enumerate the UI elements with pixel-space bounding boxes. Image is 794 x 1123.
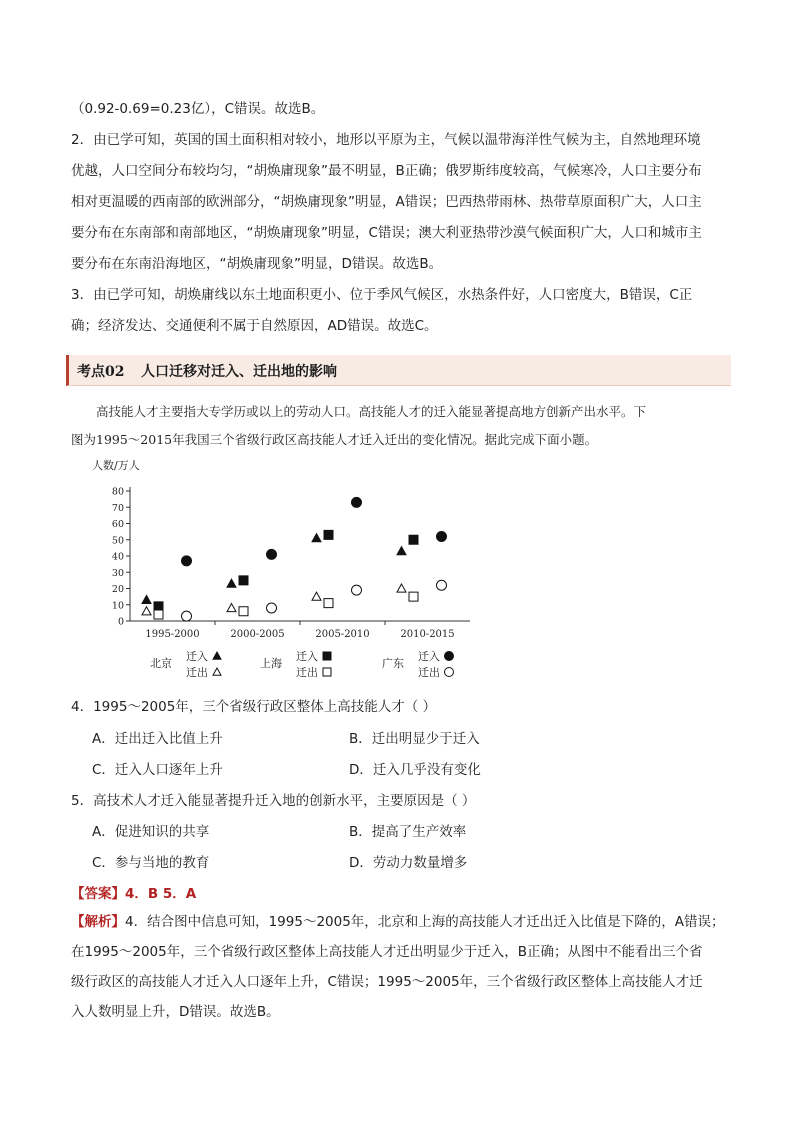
explanation-line: 优越，人口空间分布较均匀，“胡焕庸现象”最不明显，B正确；俄罗斯纬度较高，气候寒冷，人口主要分布 bbox=[71, 163, 702, 179]
explanation-line: 要分布在东南部和南部地区，“胡焕庸现象”明显，C错误；澳大利亚热带沙漠气候面积广大，人口和城市主 bbox=[71, 225, 702, 241]
legend-in-marker bbox=[213, 652, 221, 659]
data-point bbox=[312, 592, 321, 600]
section-title: 人口迁移对迁入、迁出地的影响 bbox=[141, 364, 337, 380]
data-point bbox=[239, 576, 248, 585]
data-point bbox=[227, 579, 236, 587]
legend-in-marker bbox=[445, 652, 454, 661]
answer-row bbox=[71, 882, 196, 902]
legend-out-marker bbox=[213, 668, 221, 675]
y-tick-label: 10 bbox=[111, 600, 124, 612]
legend-in-label: 迁入 bbox=[296, 650, 318, 663]
legend-in-label: 迁入 bbox=[418, 650, 440, 663]
explanation-line: 3．由已学可知，胡焕庸线以东土地面积更小、位于季风气候区，水热条件好，人口密度大，B错误，C正 bbox=[71, 287, 693, 303]
explanation-line: 相对更温暖的西南部的欧洲部分，“胡焕庸现象”明显，A错误；巴西热带雨林、热带草原面积广大，人口主 bbox=[71, 194, 702, 210]
explanation-line: 要分布在东南沿海地区，“胡焕庸现象”明显，D错误。故选B。 bbox=[71, 256, 443, 272]
y-tick-label: 0 bbox=[117, 616, 124, 628]
answer-text: 4．B 5．A bbox=[125, 886, 197, 902]
data-point bbox=[267, 603, 277, 613]
q5-option-a[interactable]: A．促进知识的共享 bbox=[92, 824, 210, 840]
question-4-stem: 4．1995～2005年，三个省级行政区整体上高技能人才（ ） bbox=[71, 699, 437, 715]
data-point bbox=[397, 584, 406, 592]
data-point bbox=[227, 604, 236, 612]
y-tick-label: 70 bbox=[111, 502, 124, 514]
q5-option-d[interactable]: D．劳动力数量增多 bbox=[349, 855, 468, 871]
explanation-line: 确；经济发达、交通便利不属于自然原因，AD错误。故选C。 bbox=[71, 318, 438, 334]
answer-label: 【答案】 bbox=[71, 886, 125, 902]
data-point bbox=[267, 549, 277, 559]
intro-line: 高技能人才主要指大专学历或以上的劳动人口。高技能人才的迁入能显著提高地方创新产出水平。下 bbox=[96, 404, 647, 419]
legend-out-label: 迁出 bbox=[418, 666, 440, 679]
y-tick-label: 80 bbox=[111, 486, 124, 498]
data-point bbox=[312, 534, 321, 542]
data-point bbox=[437, 532, 447, 542]
analysis-line: 级行政区的高技能人才迁入人口逐年上升，C错误；1995～2005年，三个省级行政区整体上高技能人才迁 bbox=[71, 974, 703, 990]
data-point bbox=[352, 497, 362, 507]
y-axis-label: 人数/万人 bbox=[92, 459, 140, 472]
q4-option-c[interactable]: C．迁入人口逐年上升 bbox=[92, 762, 223, 778]
analysis-line: 入人数明显上升，D错误。故选B。 bbox=[71, 1004, 280, 1020]
x-tick-label: 2010-2015 bbox=[400, 629, 455, 640]
data-point bbox=[352, 585, 362, 595]
x-tick-label: 2000-2005 bbox=[230, 629, 285, 640]
analysis-line-1 bbox=[71, 907, 731, 937]
legend-region-label: 广东 bbox=[382, 657, 404, 670]
data-point bbox=[182, 556, 192, 566]
y-tick-label: 30 bbox=[111, 567, 124, 579]
legend-out-marker bbox=[323, 668, 331, 676]
data-point bbox=[409, 592, 418, 601]
data-point bbox=[437, 580, 447, 590]
migration-scatter-chart bbox=[90, 455, 490, 687]
chart-legend bbox=[150, 649, 454, 679]
q4-option-d[interactable]: D．迁入几乎没有变化 bbox=[349, 762, 481, 778]
x-tick-label: 1995-2000 bbox=[145, 629, 200, 640]
q5-option-c[interactable]: C．参与当地的教育 bbox=[92, 855, 210, 871]
q4-option-a[interactable]: A．迁出迁入比值上升 bbox=[92, 731, 223, 747]
legend-in-label: 迁入 bbox=[186, 650, 208, 663]
answer-line-1: （0.92-0.69=0.23亿），C错误。故选B。 bbox=[71, 101, 325, 117]
legend-region-label: 北京 bbox=[150, 657, 172, 670]
intro-line: 图为1995～2015年我国三个省级行政区高技能人才迁入迁出的变化情况。据此完成下面小题。 bbox=[71, 432, 598, 447]
data-point bbox=[182, 611, 192, 621]
data-point bbox=[239, 607, 248, 616]
data-point bbox=[324, 530, 333, 539]
explanation-item-2 bbox=[71, 125, 731, 280]
data-point bbox=[142, 595, 151, 603]
y-tick-label: 60 bbox=[111, 519, 124, 530]
y-tick-label: 20 bbox=[111, 584, 124, 595]
legend-out-marker bbox=[445, 668, 454, 677]
data-point bbox=[324, 599, 333, 608]
section-header bbox=[66, 355, 731, 386]
analysis-line: 在1995～2005年，三个省级行政区整体上高技能人才迁出明显少于迁入，B正确；从图中不能看出三个省 bbox=[71, 944, 703, 960]
question-intro bbox=[71, 398, 731, 454]
x-tick-label: 2005-2010 bbox=[315, 629, 370, 640]
data-point bbox=[397, 547, 406, 555]
legend-out-label: 迁出 bbox=[296, 666, 318, 679]
analysis-text: 4．结合图中信息可知，1995～2005年，北京和上海的高技能人才迁出迁入比值是下降的，A错误； bbox=[125, 914, 725, 930]
y-tick-label: 40 bbox=[111, 551, 124, 563]
explanation-line: 2．由已学可知，英国的国土面积相对较小，地形以平原为主，气候以温带海洋性气候为主，自然地理环境 bbox=[71, 132, 701, 148]
analysis-label: 【解析】 bbox=[71, 914, 125, 930]
plot-area bbox=[112, 487, 470, 641]
analysis-block bbox=[71, 907, 731, 1027]
question-5-stem: 5．高技术人才迁入能显著提升迁入地的创新水平，主要原因是（ ） bbox=[71, 793, 476, 809]
q5-option-b[interactable]: B．提高了生产效率 bbox=[349, 824, 467, 840]
data-point bbox=[409, 535, 418, 544]
y-tick-label: 50 bbox=[111, 535, 124, 547]
section-code: 考点02 bbox=[77, 364, 125, 380]
legend-out-label: 迁出 bbox=[186, 666, 208, 679]
data-point bbox=[142, 607, 151, 615]
explanation-item-3 bbox=[71, 280, 731, 342]
legend-region-label: 上海 bbox=[260, 657, 282, 670]
data-point bbox=[154, 610, 163, 619]
q4-option-b[interactable]: B．迁出明显少于迁入 bbox=[349, 731, 480, 747]
legend-in-marker bbox=[323, 652, 331, 660]
